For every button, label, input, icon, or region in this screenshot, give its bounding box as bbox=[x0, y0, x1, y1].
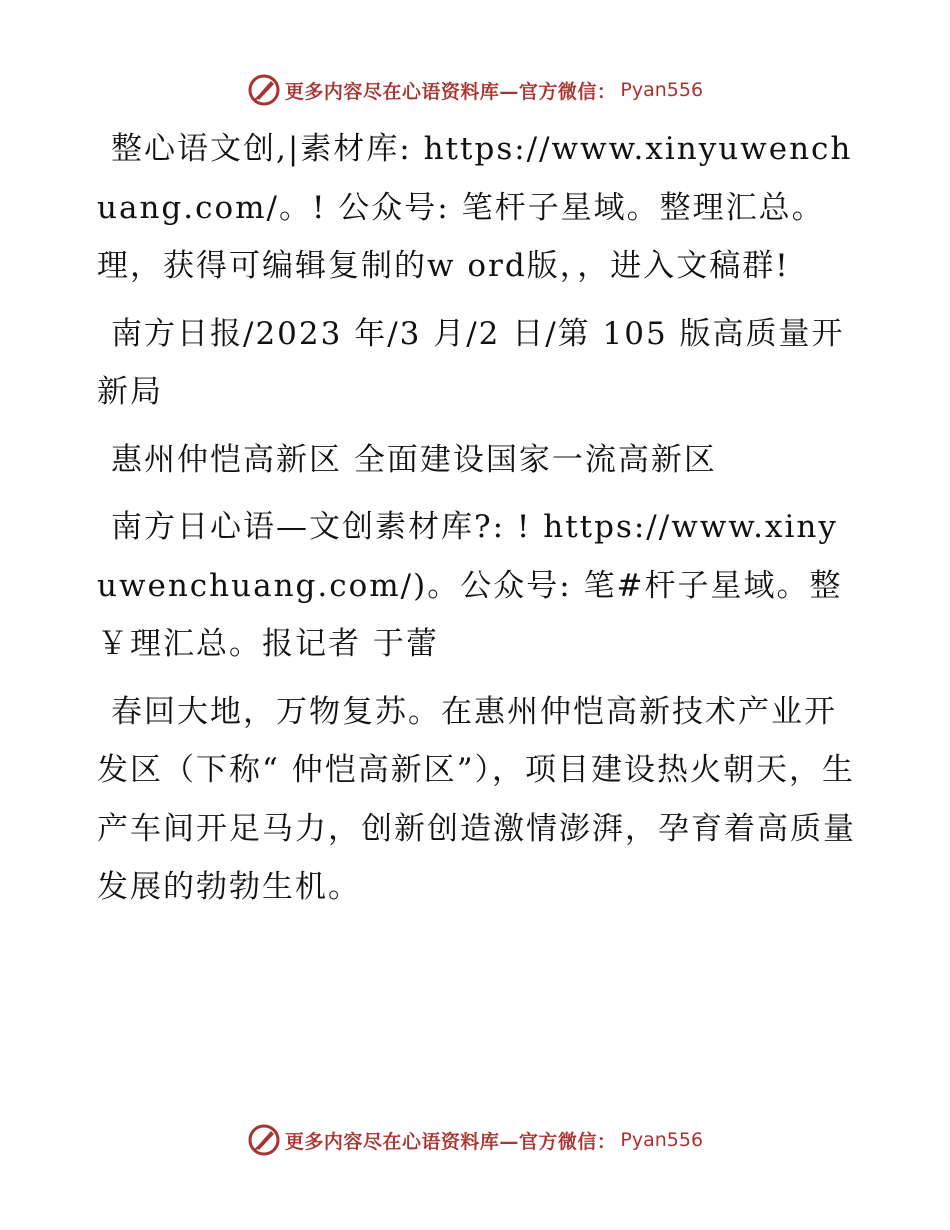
paragraph-source: 南方日报/2023 年/3 月/2 日/第 105 版高质量开新局 bbox=[97, 315, 845, 410]
document-body bbox=[97, 120, 857, 926]
quill-logo-icon bbox=[247, 1123, 281, 1157]
quill-logo-icon bbox=[247, 73, 281, 107]
header-banner bbox=[0, 70, 950, 110]
footer-banner bbox=[0, 1120, 950, 1160]
banner-contact: Pyan556 bbox=[620, 79, 704, 101]
paragraph-intro: 整心语文创,|素材库: https://www.xinyuwenchuang.com/。! 公众号: 笔杆子星域。整理汇总。理，获得可编辑复制的w ord版，，进入文稿群! bbox=[97, 131, 853, 284]
banner-text: 更多内容尽在心语资料库—官方微信： bbox=[284, 80, 617, 103]
banner-contact: Pyan556 bbox=[620, 1129, 704, 1151]
banner-text: 更多内容尽在心语资料库—官方微信： bbox=[284, 1130, 617, 1153]
paragraph-body: 春回大地，万物复苏。在惠州仲恺高新技术产业开发区（下称“ 仲恺高新区”），项目建设热火朝天，生产车间开足马力，创新创造激情澎湃，孕育着高质量发展的勃勃生机。 bbox=[97, 693, 856, 905]
paragraph-byline: 南方日心语—文创素材库?: ! https://www.xinyuwenchuang.com/)。公众号: 笔#杆子星域。整￥理汇总。报记者 于蕾 bbox=[97, 509, 843, 662]
paragraph-headline: 惠州仲恺高新区 全面建设国家一流高新区 bbox=[111, 441, 717, 478]
